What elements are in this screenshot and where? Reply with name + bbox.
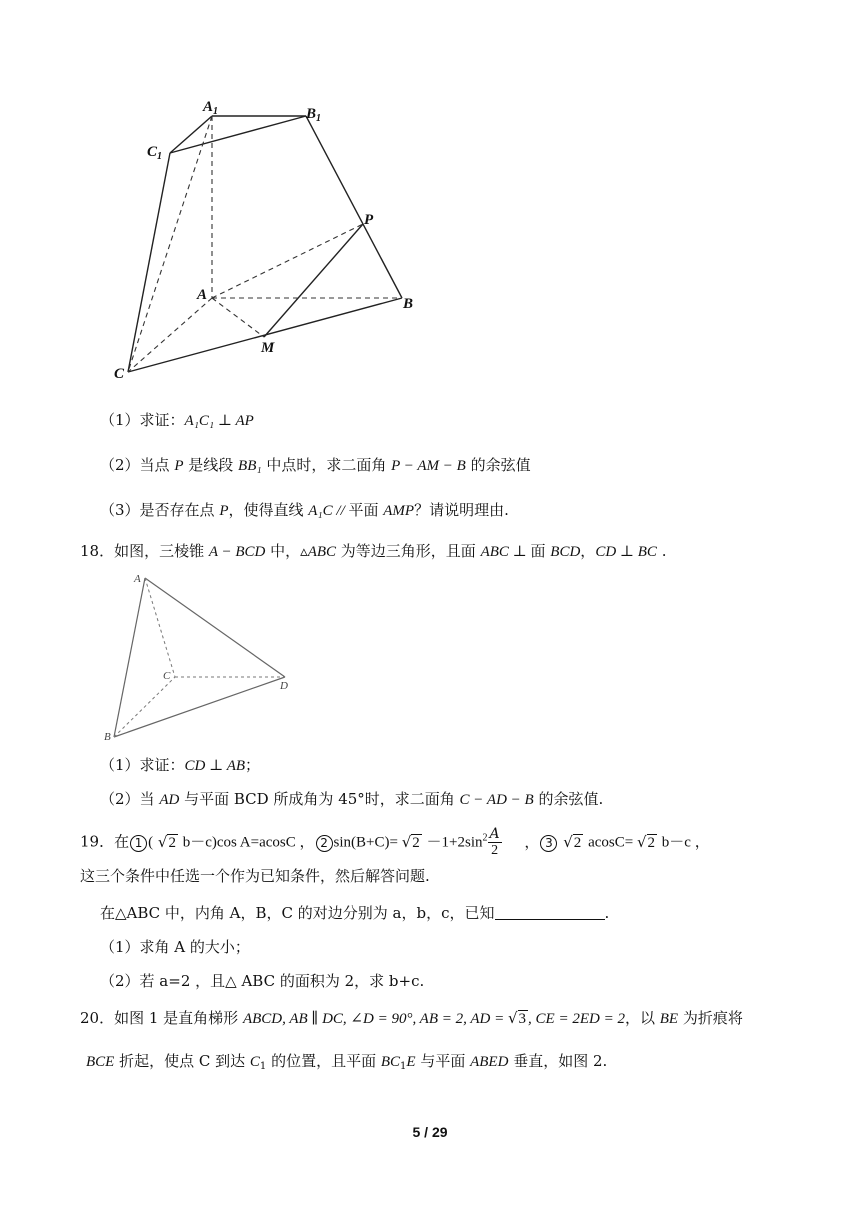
edge-mp <box>264 224 363 337</box>
label-d: D <box>280 680 288 692</box>
edge-b1b <box>306 116 402 298</box>
edge-ab <box>114 578 145 737</box>
q20-stem-line1: 20．如图 1 是直角梯形 ABCD, AB ∥ DC, ∠D = 90°, AB = 2, AD = √3 , CE = 2ED = 2，以 BE 为折痕将 <box>80 1009 743 1027</box>
q19-line2: 这三个条件中任选一个作为已知条件，然后解答问题. <box>80 867 430 885</box>
label-a: A <box>134 573 141 585</box>
edge-ad <box>145 578 285 677</box>
q19-part1: （1）求角 A 的大小； <box>100 938 250 956</box>
figure-tetrahedron <box>100 570 300 745</box>
label-b: B <box>403 296 414 312</box>
label-a: A <box>197 287 208 303</box>
q18-part2: （2）当 AD 与平面 BCD 所成角为 45°时，求二面角 C − AD − B 的余弦值. <box>100 790 604 808</box>
label-c1: $C_1$ <box>147 144 163 162</box>
q18-stem: 18．如图，三棱锥 A − BCD 中，▵ABC 为等边三角形，且面 ABC ⊥ 面 BCD，CD ⊥ BC . <box>80 542 667 560</box>
q18-part1: （1）求证：CD ⊥ AB； <box>100 756 261 774</box>
answer-blank <box>495 905 605 920</box>
label-c: C <box>114 366 125 382</box>
q20-stem-line2: BCE 折起，使点 C 到达 $C_1$ 的位置，且平面 $BC_1E$ 与平面 ABED 垂直，如图 2. <box>86 1052 608 1072</box>
label-b1: $B_1$ <box>306 106 322 124</box>
edge-bd <box>114 677 285 737</box>
label-a1: $A_1$ <box>203 99 219 117</box>
edge-ap <box>212 224 363 298</box>
q17-part3: （3）是否存在点 P，使得直线 A₁C // 平面 AMP？请说明理由. <box>100 501 509 519</box>
q19-stem: 19．在 1 ( √2 b－c)cos A=acosC ， 2 $\sin(B+C)= √2 -1+2\sin^2$ $\frac{A}{2}$ ， 3 √2 acosC= √2 b－c ， <box>80 826 710 858</box>
label-c: C <box>163 670 171 682</box>
q19-part2: （2）若 a=2 ，且△ ABC 的面积为 2，求 b+c. <box>100 972 425 990</box>
label-b: B <box>104 731 111 743</box>
label-p: P <box>364 212 374 228</box>
edge-ac <box>145 578 175 677</box>
q17-part1: （1）求证：A₁C₁ ⊥ AP <box>100 411 254 429</box>
edge-am <box>212 298 264 337</box>
q19-line3: 在△ABC 中，内角 A，B，C 的对边分别为 a，b，c，已知 . <box>100 904 610 922</box>
figure-prism <box>110 90 430 390</box>
label-m: M <box>261 340 275 356</box>
page-number: 5 / 29 <box>412 1124 448 1140</box>
q17-part2: （2）当点 P 是线段 BB₁ 中点时，求二面角 P − AM − B 的余弦值 <box>100 456 531 474</box>
edge-bc <box>114 677 175 737</box>
